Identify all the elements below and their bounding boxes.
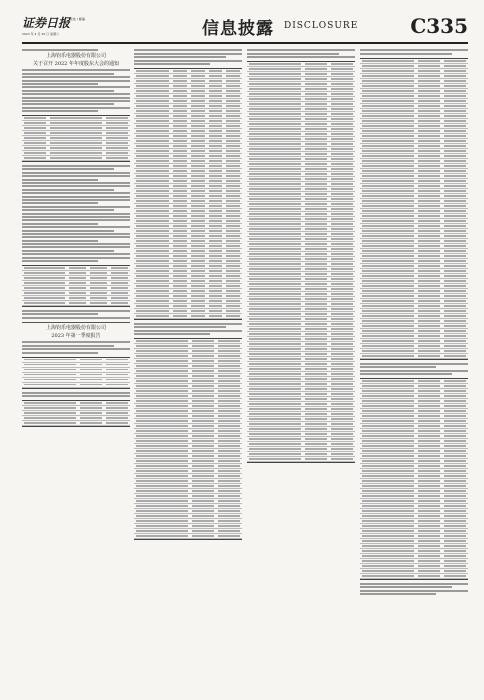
income-table bbox=[134, 338, 242, 540]
column-4 bbox=[360, 48, 468, 688]
section-title: 信息披露 bbox=[202, 19, 274, 39]
notice-title: 关于召开 2022 年年度股东大会的通知 bbox=[33, 61, 119, 68]
page-header bbox=[22, 14, 468, 42]
parent-income-table bbox=[360, 378, 468, 580]
column-1 bbox=[22, 48, 130, 688]
header-rule bbox=[22, 42, 468, 44]
parent-balance-table bbox=[360, 58, 468, 360]
page-number: C335 bbox=[410, 14, 468, 38]
newspaper-masthead: 证券日报 bbox=[22, 16, 71, 30]
section-title-en: DISCLOSURE bbox=[284, 21, 359, 31]
masthead-sub: 社址 / 邮编 bbox=[70, 17, 85, 21]
notice2-company: 上海钧乐电器股份有限公司 bbox=[45, 325, 106, 332]
financial-table-1 bbox=[22, 357, 130, 389]
agenda-table bbox=[22, 115, 130, 162]
column-2 bbox=[134, 48, 242, 688]
balance-sheet-table bbox=[134, 68, 242, 320]
financial-table-2 bbox=[22, 400, 130, 427]
column-3 bbox=[247, 48, 355, 688]
voting-table bbox=[22, 265, 130, 307]
notice2-title: 2023 年第一季度报告 bbox=[51, 333, 101, 340]
issue-dateline: 2023 年 4 月 29 日 星期六 bbox=[22, 32, 60, 36]
notice-company: 上海钧乐电器股份有限公司 bbox=[45, 53, 106, 60]
cash-flow-table bbox=[247, 61, 355, 463]
